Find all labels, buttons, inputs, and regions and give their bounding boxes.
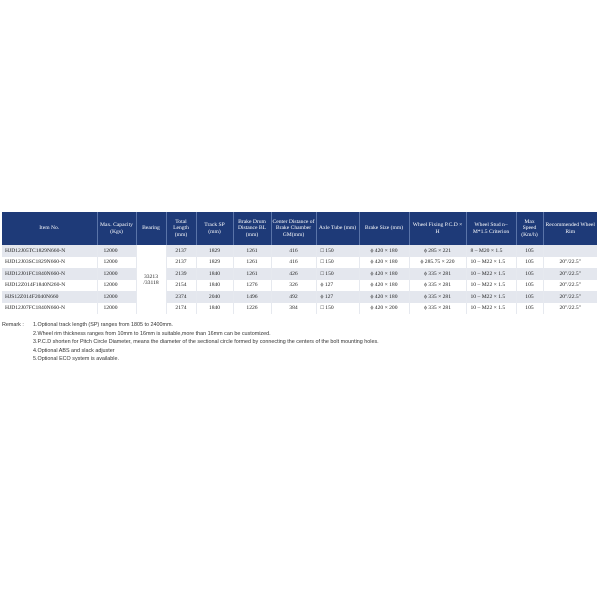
wheel-fixing-cell: ϕ 285.75 × 220	[409, 257, 466, 269]
header-brake-drum-distance: Brake Drum Distance BL (mm)	[233, 212, 271, 245]
remark-item: 2.Wheel rim thickness ranges from 10mm to 16mm is suitable,more than 16mm can be customized.	[33, 330, 271, 337]
capacity-cell: 12000	[97, 291, 136, 303]
axle-tube-cell: □ 150	[316, 245, 359, 257]
wheel-stud-cell: 10 – M22 × 1.5	[466, 291, 516, 303]
wheel-rim-cell: 20"/22.5"	[543, 303, 597, 315]
item-no-cell: HJD12J03SC1829N660-N	[2, 257, 97, 269]
header-bearing: Bearing	[136, 212, 166, 245]
track-sp-cell: 1829	[196, 257, 233, 269]
bearing-cell: 33213 /33118	[136, 245, 166, 314]
wheel-fixing-cell: ϕ 285 × 221	[409, 245, 466, 257]
wheel-fixing-cell: ϕ 335 × 281	[409, 280, 466, 292]
brake-drum-cell: 1261	[233, 257, 271, 269]
header-item-no: Item No.	[2, 212, 97, 245]
remark-item: 4.Optional ABS and slack adjuster	[33, 347, 115, 354]
wheel-fixing-cell: ϕ 335 × 281	[409, 268, 466, 280]
max-speed-cell: 105	[516, 280, 543, 292]
wheel-fixing-cell: ϕ 335 × 281	[409, 303, 466, 315]
brake-size-cell: ϕ 420 × 180	[359, 257, 409, 269]
wheel-rim-cell: 20"/22.5"	[543, 257, 597, 269]
table-row	[2, 280, 597, 292]
capacity-cell: 12000	[97, 303, 136, 315]
max-speed-cell: 105	[516, 257, 543, 269]
axle-tube-cell: ϕ 127	[316, 280, 359, 292]
brake-drum-cell: 1496	[233, 291, 271, 303]
brake-drum-cell: 1261	[233, 245, 271, 257]
remark-item: 5.Optional ECO system is available.	[33, 356, 119, 363]
table-row	[2, 291, 597, 303]
brake-size-cell: ϕ 420 × 180	[359, 268, 409, 280]
brake-drum-cell: 1226	[233, 303, 271, 315]
max-speed-cell: 105	[516, 291, 543, 303]
wheel-stud-cell: 10 – M22 × 1.5	[466, 268, 516, 280]
max-speed-cell: 105	[516, 245, 543, 257]
total-length-cell: 2137	[166, 245, 196, 257]
table-row	[2, 303, 597, 315]
center-distance-cell: 416	[271, 257, 316, 269]
total-length-cell: 2374	[166, 291, 196, 303]
item-no-cell: HJD12J01FC1840N660-N	[2, 268, 97, 280]
wheel-rim-cell: 20"/22.5"	[543, 291, 597, 303]
track-sp-cell: 2040	[196, 291, 233, 303]
track-sp-cell: 1840	[196, 303, 233, 315]
table-row	[2, 268, 597, 280]
brake-drum-cell: 1261	[233, 268, 271, 280]
capacity-cell: 12000	[97, 268, 136, 280]
capacity-cell: 12000	[97, 245, 136, 257]
header-wheel-stud: Wheel Stud n–M*1.5 Criterion	[466, 212, 516, 245]
header-total-length: Total Length (mm)	[166, 212, 196, 245]
spec-sheet	[2, 212, 597, 364]
brake-size-cell: ϕ 420 × 200	[359, 303, 409, 315]
axle-spec-table	[2, 212, 597, 314]
track-sp-cell: 1840	[196, 268, 233, 280]
center-distance-cell: 426	[271, 268, 316, 280]
center-distance-cell: 384	[271, 303, 316, 315]
remark-item: 1.Optional track length (SP) ranges from 1805 to 2400mm.	[33, 322, 173, 328]
total-length-cell: 2139	[166, 268, 196, 280]
table-row	[2, 257, 597, 269]
wheel-stud-cell: 10 – M22 × 1.5	[466, 280, 516, 292]
brake-size-cell: ϕ 420 × 180	[359, 245, 409, 257]
center-distance-cell: 326	[271, 280, 316, 292]
track-sp-cell: 1829	[196, 245, 233, 257]
max-speed-cell: 105	[516, 303, 543, 315]
header-max-capacity: Max. Capacity (Kgs)	[97, 212, 136, 245]
item-no-cell: HJD12J07FC1840N660-N	[2, 303, 97, 315]
axle-tube-cell: □ 150	[316, 303, 359, 315]
header-brake-size: Brake Size (mm)	[359, 212, 409, 245]
wheel-rim-cell: 20"/22.5"	[543, 268, 597, 280]
capacity-cell: 12000	[97, 280, 136, 292]
item-no-cell: HJD12Z014F1840N260-N	[2, 280, 97, 292]
wheel-rim-cell	[543, 245, 597, 257]
total-length-cell: 2137	[166, 257, 196, 269]
item-no-cell: HJD12J05TC1829N660-N	[2, 245, 97, 257]
header-axle-tube: Axle Tube (mm)	[316, 212, 359, 245]
remarks-section	[2, 321, 597, 364]
wheel-fixing-cell: ϕ 335 × 281	[409, 291, 466, 303]
remarks-list	[33, 321, 597, 364]
total-length-cell: 2154	[166, 280, 196, 292]
track-sp-cell: 1840	[196, 280, 233, 292]
wheel-stud-cell: 8 – M20 × 1.5	[466, 245, 516, 257]
brake-size-cell: ϕ 420 × 180	[359, 291, 409, 303]
header-wheel-fixing: Wheel Fixing P.C.D × H	[409, 212, 466, 245]
capacity-cell: 12000	[97, 257, 136, 269]
axle-tube-cell: ϕ 127	[316, 291, 359, 303]
total-length-cell: 2174	[166, 303, 196, 315]
max-speed-cell: 105	[516, 268, 543, 280]
wheel-stud-cell: 10 – M22 × 1.5	[466, 257, 516, 269]
table-header-row	[2, 212, 597, 245]
remarks-label: Remark :	[2, 322, 24, 328]
center-distance-cell: 492	[271, 291, 316, 303]
axle-tube-cell: □ 150	[316, 268, 359, 280]
remark-item: 3.P.C.D shorten for Pitch Circle Diameter, means the diameter of the sectional circle formed by connecting the centers of the bolt mounting holes.	[33, 339, 379, 346]
brake-size-cell: ϕ 420 × 180	[359, 280, 409, 292]
header-track-sp: Track SP (mm)	[196, 212, 233, 245]
table-row	[2, 245, 597, 257]
brake-drum-cell: 1276	[233, 280, 271, 292]
header-center-distance: Center Distance of Brake Chamber GM(mm)	[271, 212, 316, 245]
center-distance-cell: 416	[271, 245, 316, 257]
wheel-stud-cell: 10 – M22 × 1.5	[466, 303, 516, 315]
header-max-speed: Max Speed (Km/h)	[516, 212, 543, 245]
wheel-rim-cell: 20"/22.5"	[543, 280, 597, 292]
axle-tube-cell: □ 150	[316, 257, 359, 269]
item-no-cell: HJS12Z014F2040N660	[2, 291, 97, 303]
header-wheel-rim: Recommended Wheel Rim	[543, 212, 597, 245]
